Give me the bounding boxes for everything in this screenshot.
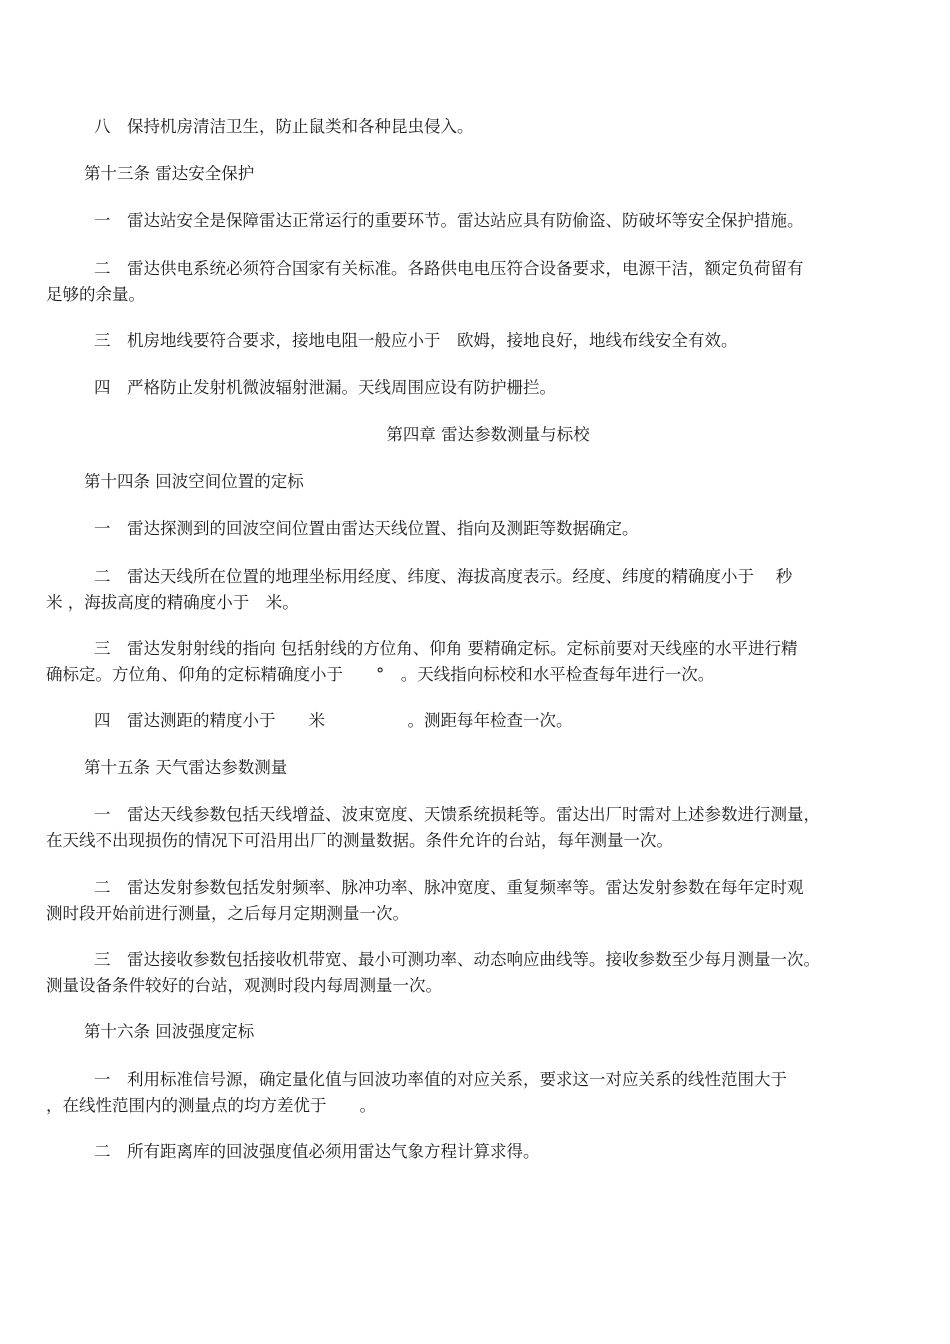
article-13-item-1: 一 雷达站安全是保障雷达正常运行的重要环节。雷达站应具有防偷盗、防破坏等安全保护措施。 <box>94 211 804 230</box>
article-13-item-2: 二 雷达供电系统必须符合国家有关标准。各路供电电压符合设备要求，电源干洁，额定负荷留有 <box>94 259 804 278</box>
article-15-item-1: 一 雷达天线参数包括天线增益、波束宽度、天馈系统损耗等。雷达出厂时需对上述参数进行测量， <box>94 805 820 824</box>
article-14-heading: 第十四条 回波空间位置的定标 <box>84 472 304 491</box>
article-15-item-1-cont: 在天线不出现损伤的情况下可沿用出厂的测量数据。条件允许的台站，每年测量一次。 <box>46 831 673 850</box>
article-14-item-4: 四 雷达测距的精度小于 米 。测距每年检查一次。 <box>94 711 573 730</box>
article-15-heading: 第十五条 天气雷达参数测量 <box>84 758 288 777</box>
article-16-item-1: 一 利用标准信号源，确定量化值与回波功率值的对应关系，要求这一对应关系的线性范围大于 <box>94 1070 787 1089</box>
article-14-item-2-cont: 米 ，海拔高度的精确度小于 米。 <box>46 593 299 612</box>
article-16-item-2: 二 所有距离库的回波强度值必须用雷达气象方程计算求得。 <box>94 1142 540 1161</box>
article-15-item-3: 三 雷达接收参数包括接收机带宽、最小可测功率、动态响应曲线等。接收参数至少每月测量一次。 <box>94 950 820 969</box>
article-14-item-1: 一 雷达探测到的回波空间位置由雷达天线位置、指向及测距等数据确定。 <box>94 519 639 538</box>
article-14-item-3: 三 雷达发射射线的指向 包括射线的方位角、仰角 要精确定标。定标前要对天线座的水平进行精 <box>94 639 798 658</box>
article-13-heading: 第十三条 雷达安全保护 <box>84 164 255 183</box>
article-16-heading: 第十六条 回波强度定标 <box>84 1022 255 1041</box>
article-15-item-2-cont: 测时段开始前进行测量，之后每月定期测量一次。 <box>46 904 409 923</box>
article-15-item-3-cont: 测量设备条件较好的台站，观测时段内每周测量一次。 <box>46 976 442 995</box>
item-8-line: 八 保持机房清洁卫生，防止鼠类和各种昆虫侵入。 <box>94 117 474 136</box>
article-16-item-1-cont: ，在线性范围内的测量点的均方差优于 。 <box>46 1096 376 1115</box>
article-15-item-2: 二 雷达发射参数包括发射频率、脉冲功率、脉冲宽度、重复频率等。雷达发射参数在每年定时观 <box>94 878 804 897</box>
chapter-4-title: 第四章 雷达参数测量与标校 <box>386 425 590 444</box>
article-13-item-2-cont: 足够的余量。 <box>46 285 145 304</box>
article-14-item-3-cont: 确标定。方位角、仰角的定标精确度小于 ° 。天线指向标校和水平检查每年进行一次。 <box>46 665 715 684</box>
article-14-item-2: 二 雷达天线所在位置的地理坐标用经度、纬度、海拔高度表示。经度、纬度的精确度小于 秒 <box>94 567 793 586</box>
article-13-item-4: 四 严格防止发射机微波辐射泄漏。天线周围应设有防护栅拦。 <box>94 378 556 397</box>
article-13-item-3: 三 机房地线要符合要求，接地电阻一般应小于 欧姆，接地良好，地线布线安全有效。 <box>94 331 738 350</box>
